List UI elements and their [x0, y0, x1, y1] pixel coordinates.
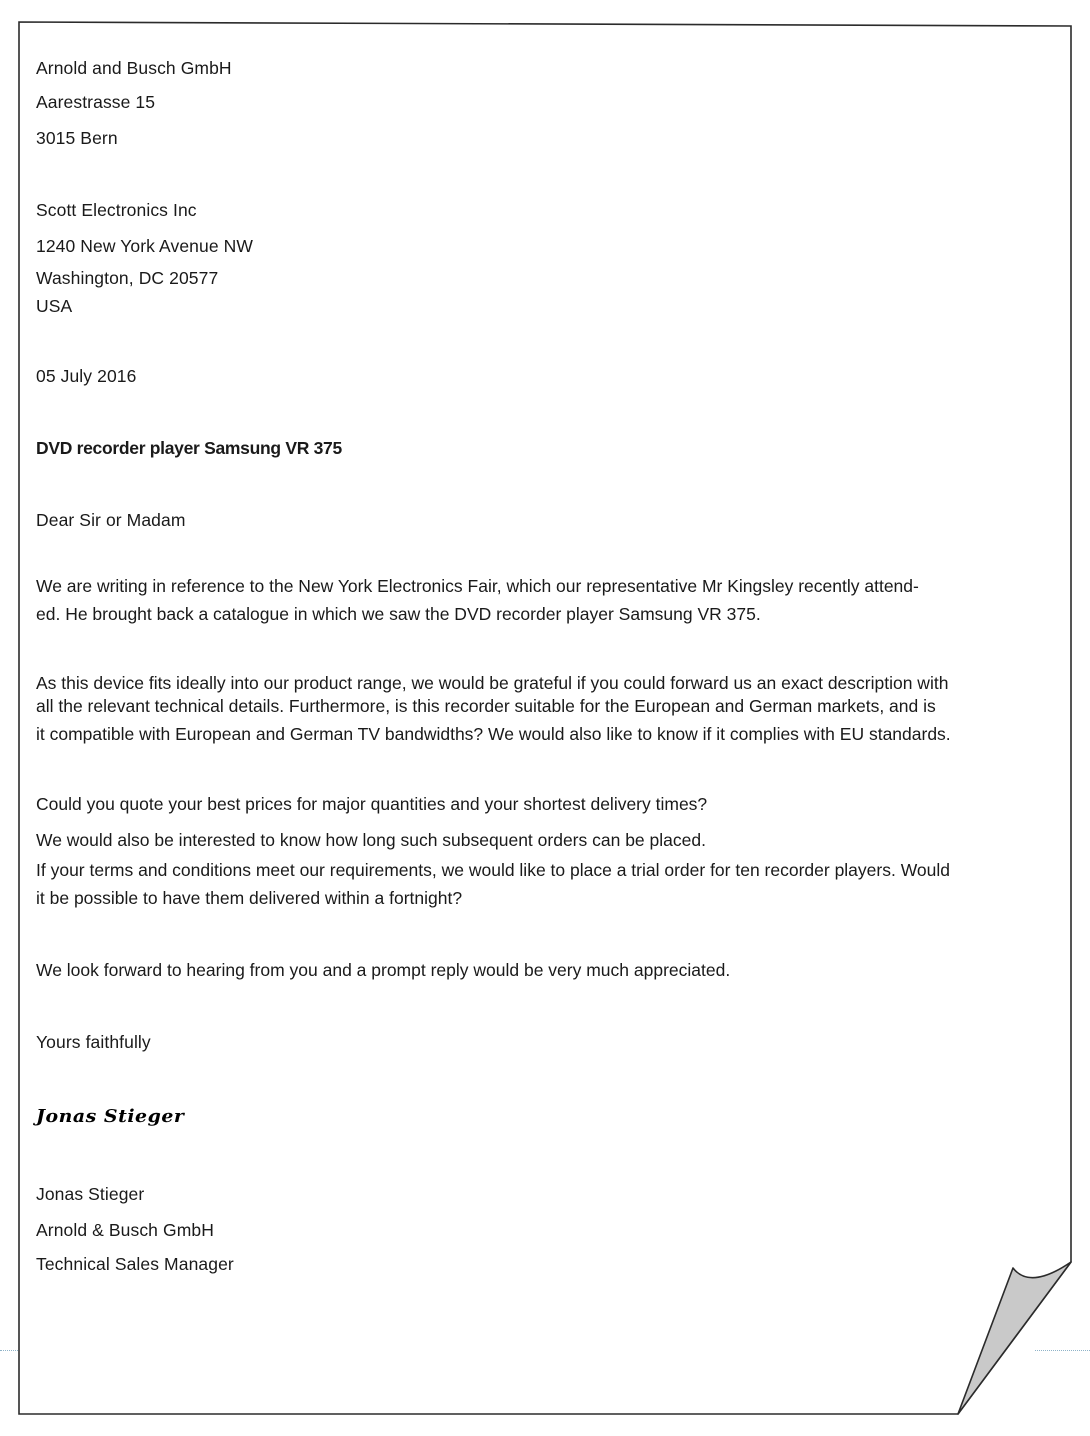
paragraph-line: As this device fits ideally into our product range, we would be grateful if you could forward us an exact description with — [36, 673, 949, 693]
handwritten-signature: Jonas Stieger — [36, 1106, 185, 1127]
paragraph-line: We look forward to hearing from you and a prompt reply would be very much appreciated. — [36, 960, 731, 980]
paragraph-line: If your terms and conditions meet our requirements, we would like to place a trial order for ten recorder players. Would — [36, 860, 950, 880]
closing: Yours faithfully — [36, 1032, 151, 1052]
paragraph-3 — [36, 790, 1052, 912]
sender-street: Aarestrasse 15 — [36, 92, 156, 112]
paragraph-1 — [36, 572, 1052, 628]
paragraph-line: it compatible with European and German TV bandwidths? We would also like to know if it complies with EU standards. — [36, 724, 951, 744]
signatory-title: Technical Sales Manager — [36, 1254, 234, 1274]
letter-date: 05 July 2016 — [36, 366, 137, 386]
recipient-street: 1240 New York Avenue NW — [36, 236, 253, 256]
recipient-city: Washington, DC 20577 — [36, 268, 219, 288]
paragraph-line: We are writing in reference to the New York Electronics Fair, which our representative Mr Kingsley recently attend- — [36, 576, 919, 596]
sender-city: 3015 Bern — [36, 128, 118, 148]
paragraph-2 — [36, 672, 1052, 746]
letter-subject: DVD recorder player Samsung VR 375 — [36, 438, 342, 458]
sender-company: Arnold and Busch GmbH — [36, 58, 232, 78]
signatory-company: Arnold & Busch GmbH — [36, 1220, 214, 1240]
paragraph-line: ed. He brought back a catalogue in which we saw the DVD recorder player Samsung VR 375. — [36, 604, 761, 624]
paragraph-line: We would also be interested to know how long such subsequent orders can be placed. — [36, 830, 706, 850]
recipient-company: Scott Electronics Inc — [36, 200, 197, 220]
signatory-name: Jonas Stieger — [36, 1184, 145, 1204]
paragraph-4 — [36, 956, 1052, 984]
recipient-country: USA — [36, 296, 73, 316]
paragraph-line: it be possible to have them delivered within a fortnight? — [36, 888, 463, 908]
salutation: Dear Sir or Madam — [36, 510, 186, 530]
paragraph-line: Could you quote your best prices for major quantities and your shortest delivery times? — [36, 794, 708, 814]
paragraph-line: all the relevant technical details. Furthermore, is this recorder suitable for the European and German markets, and is — [36, 696, 936, 716]
